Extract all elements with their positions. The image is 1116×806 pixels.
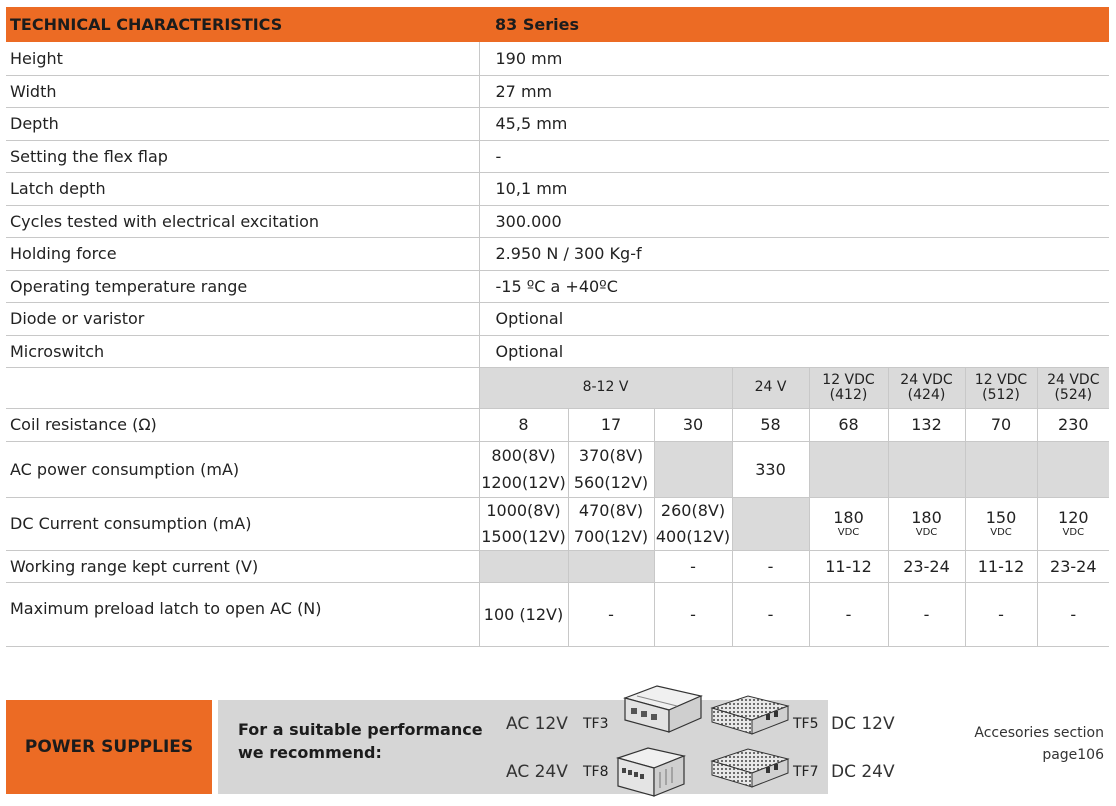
preload-value: - <box>1037 582 1109 646</box>
row-label: Latch depth <box>6 172 479 205</box>
voltage-12vdc-512: 12 VDC (512) <box>965 367 1037 408</box>
model-tf8: TF8 <box>583 764 609 780</box>
row-value: 2.950 N / 300 Kg-f <box>479 237 1109 270</box>
table-row <box>6 302 1109 335</box>
table-row <box>6 42 1109 75</box>
empty-shaded-cell <box>1037 441 1109 497</box>
technical-characteristics-table <box>6 7 1109 647</box>
row-value: Optional <box>479 335 1109 367</box>
row-value: -15 ºC a +40ºC <box>479 270 1109 302</box>
empty-shaded-cell <box>965 441 1037 497</box>
range-value: - <box>732 550 809 582</box>
empty-cell <box>6 367 479 408</box>
table-header-row <box>6 7 1109 42</box>
voltage-24vdc-524: 24 VDC (524) <box>1037 367 1109 408</box>
row-value: 300.000 <box>479 205 1109 237</box>
ac-value: 370(8V) <box>568 441 654 469</box>
preload-value: - <box>888 582 965 646</box>
row-label: Depth <box>6 107 479 140</box>
coil-value: 68 <box>809 408 888 441</box>
row-label: Width <box>6 75 479 107</box>
row-label: AC power consumption (mA) <box>6 441 479 497</box>
empty-shaded-cell <box>654 441 732 497</box>
supply-dc24: DC 24V <box>831 762 895 782</box>
preload-value: 100 (12V) <box>479 582 568 646</box>
table-row <box>6 172 1109 205</box>
coil-value: 58 <box>732 408 809 441</box>
row-label: Setting the flex flap <box>6 140 479 172</box>
dc-value: 180 VDC <box>888 497 965 550</box>
ac-power-row <box>6 441 1109 469</box>
dc-value: 400(12V) <box>654 524 732 550</box>
working-range-row <box>6 550 1109 582</box>
preload-value: - <box>568 582 654 646</box>
row-label: Diode or varistor <box>6 302 479 335</box>
preload-row <box>6 582 1109 646</box>
model-tf3: TF3 <box>583 716 609 732</box>
voltage-header-row <box>6 367 1109 408</box>
voltage-12vdc-412: 12 VDC (412) <box>809 367 888 408</box>
row-label: Holding force <box>6 237 479 270</box>
tf5-power-supply-icon <box>708 690 792 740</box>
row-value: - <box>479 140 1109 172</box>
supply-dc12: DC 12V <box>831 714 895 734</box>
dc-current-row <box>6 497 1109 524</box>
table-row <box>6 140 1109 172</box>
voltage-8-12v: 8-12 V <box>479 367 732 408</box>
table-row <box>6 107 1109 140</box>
table-title: TECHNICAL CHARACTERISTICS <box>6 7 479 42</box>
row-label: Height <box>6 42 479 75</box>
series-name: 83 Series <box>479 7 1109 42</box>
tf7-power-supply-icon <box>708 743 792 793</box>
range-value: - <box>654 550 732 582</box>
model-tf7: TF7 <box>793 764 819 780</box>
supply-ac12: AC 12V <box>506 714 568 734</box>
coil-value: 70 <box>965 408 1037 441</box>
dc-value: 260(8V) <box>654 497 732 524</box>
row-label: Microswitch <box>6 335 479 367</box>
coil-value: 230 <box>1037 408 1109 441</box>
preload-value: - <box>654 582 732 646</box>
preload-value: - <box>732 582 809 646</box>
preload-value: - <box>965 582 1037 646</box>
row-label: Operating temperature range <box>6 270 479 302</box>
coil-value: 132 <box>888 408 965 441</box>
tf3-transformer-icon <box>617 680 707 740</box>
preload-value: - <box>809 582 888 646</box>
row-label: Maximum preload latch to open AC (N) <box>6 582 479 646</box>
power-supplies-title: POWER SUPPLIES <box>6 700 212 794</box>
table-row <box>6 335 1109 367</box>
model-tf5: TF5 <box>793 716 819 732</box>
ac-value: 800(8V) <box>479 441 568 469</box>
empty-shaded-cell <box>479 550 568 582</box>
row-label: Working range kept current (V) <box>6 550 479 582</box>
dc-value: 1000(8V) <box>479 497 568 524</box>
ac-value: 560(12V) <box>568 469 654 497</box>
table-row <box>6 270 1109 302</box>
empty-shaded-cell <box>568 550 654 582</box>
coil-value: 30 <box>654 408 732 441</box>
recommendation-text: For a suitable performance we recommend: <box>238 720 483 762</box>
supply-ac24: AC 24V <box>506 762 568 782</box>
empty-shaded-cell <box>809 441 888 497</box>
empty-shaded-cell <box>888 441 965 497</box>
ac-value: 330 <box>732 441 809 497</box>
ac-value: 1200(12V) <box>479 469 568 497</box>
voltage-24v: 24 V <box>732 367 809 408</box>
coil-resistance-row <box>6 408 1109 441</box>
row-label: Cycles tested with electrical excitation <box>6 205 479 237</box>
row-value: 27 mm <box>479 75 1109 107</box>
row-value: 45,5 mm <box>479 107 1109 140</box>
table-row <box>6 205 1109 237</box>
dc-value: 150 VDC <box>965 497 1037 550</box>
range-value: 11-12 <box>809 550 888 582</box>
coil-value: 8 <box>479 408 568 441</box>
row-label: Coil resistance (Ω) <box>6 408 479 441</box>
table-row <box>6 75 1109 107</box>
range-value: 23-24 <box>1037 550 1109 582</box>
empty-shaded-cell <box>732 497 809 550</box>
row-value: 190 mm <box>479 42 1109 75</box>
dc-value: 120 VDC <box>1037 497 1109 550</box>
dc-value: 700(12V) <box>568 524 654 550</box>
accessories-reference: Accesories section page106 <box>974 725 1104 763</box>
coil-value: 17 <box>568 408 654 441</box>
range-value: 23-24 <box>888 550 965 582</box>
range-value: 11-12 <box>965 550 1037 582</box>
voltage-24vdc-424: 24 VDC (424) <box>888 367 965 408</box>
dc-value: 470(8V) <box>568 497 654 524</box>
row-value: 10,1 mm <box>479 172 1109 205</box>
row-value: Optional <box>479 302 1109 335</box>
dc-value: 1500(12V) <box>479 524 568 550</box>
row-label: DC Current consumption (mA) <box>6 497 479 550</box>
table-row <box>6 237 1109 270</box>
tf8-transformer-icon <box>612 742 690 802</box>
dc-value: 180 VDC <box>809 497 888 550</box>
